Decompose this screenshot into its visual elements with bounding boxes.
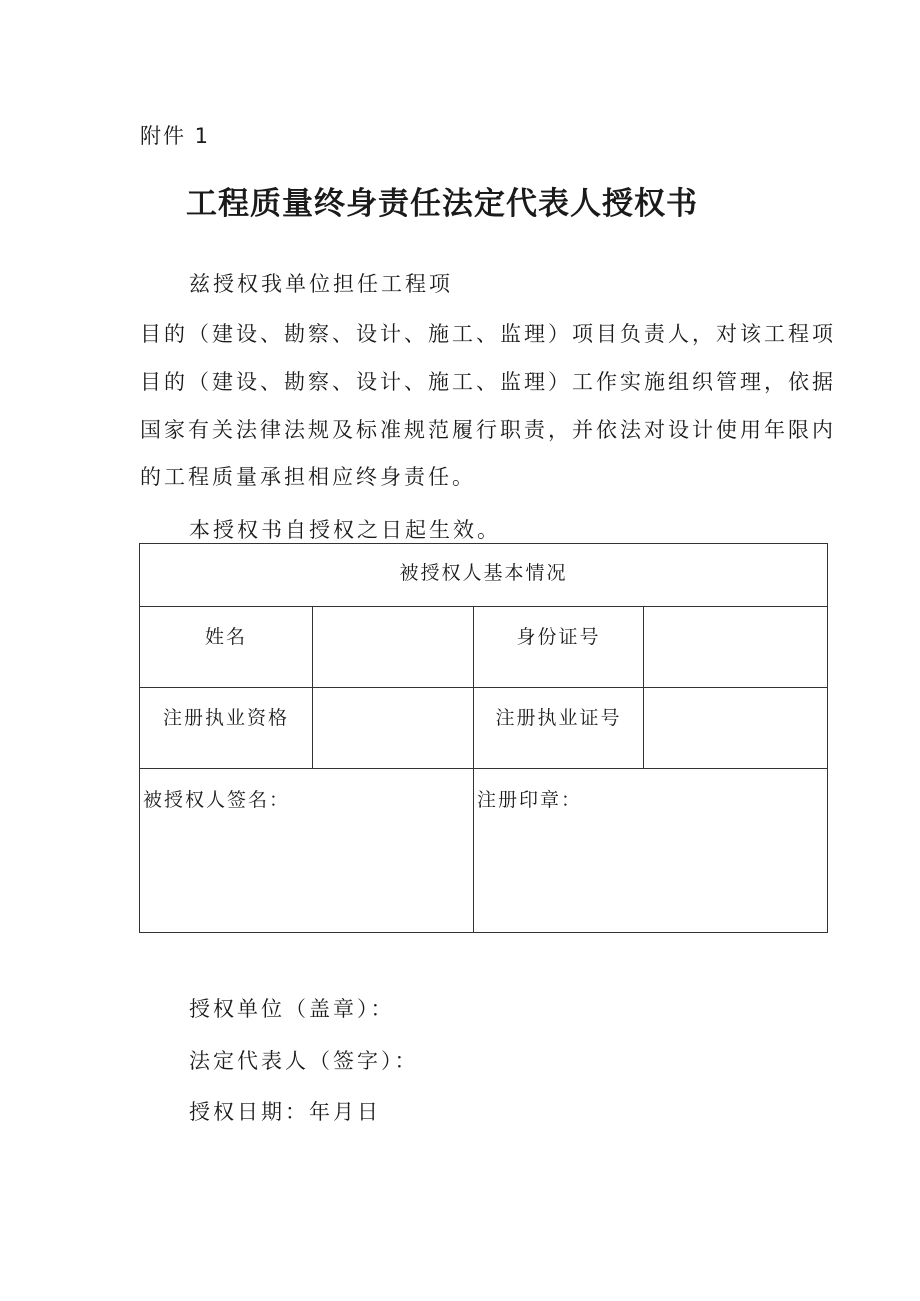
name-field[interactable] <box>313 607 473 687</box>
body-line-3: 目的（建设、勘察、设计、施工、监理）工作实施组织管理，依据 <box>140 370 836 394</box>
document-title: 工程质量终身责任法定代表人授权书 <box>186 186 698 222</box>
seal-label: 注册印章： <box>477 789 583 811</box>
seal-area[interactable] <box>474 769 827 933</box>
authorization-date-label: 授权日期：年月日 <box>189 1100 381 1124</box>
certificate-field[interactable] <box>644 688 827 768</box>
id-number-label: 身份证号 <box>516 626 601 648</box>
id-number-field[interactable] <box>644 607 827 687</box>
name-label: 姓名 <box>204 626 247 648</box>
body-line-2: 目的（建设、勘察、设计、施工、监理）项目负责人，对该工程项 <box>140 322 836 346</box>
legal-representative-label: 法定代表人（签字）： <box>189 1049 419 1073</box>
attachment-label: 附件 1 <box>140 124 211 148</box>
signature-area[interactable] <box>140 769 473 933</box>
table-heading: 被授权人基本情况 <box>399 562 568 584</box>
qualification-field[interactable] <box>313 688 473 768</box>
certificate-label: 注册执业证号 <box>495 707 622 729</box>
body-line-1: 兹授权我单位担任工程项 <box>189 272 453 296</box>
authorizing-unit-label: 授权单位（盖章）： <box>189 997 395 1021</box>
qualification-label: 注册执业资格 <box>162 707 289 729</box>
body-line-5: 的工程质量承担相应终身责任。 <box>140 465 476 489</box>
signature-label: 被授权人签名： <box>143 789 291 811</box>
authorized-person-table <box>139 543 828 933</box>
effective-statement: 本授权书自授权之日起生效。 <box>189 518 501 542</box>
body-line-4: 国家有关法律法规及标准规范履行职责，并依法对设计使用年限内 <box>140 418 836 442</box>
